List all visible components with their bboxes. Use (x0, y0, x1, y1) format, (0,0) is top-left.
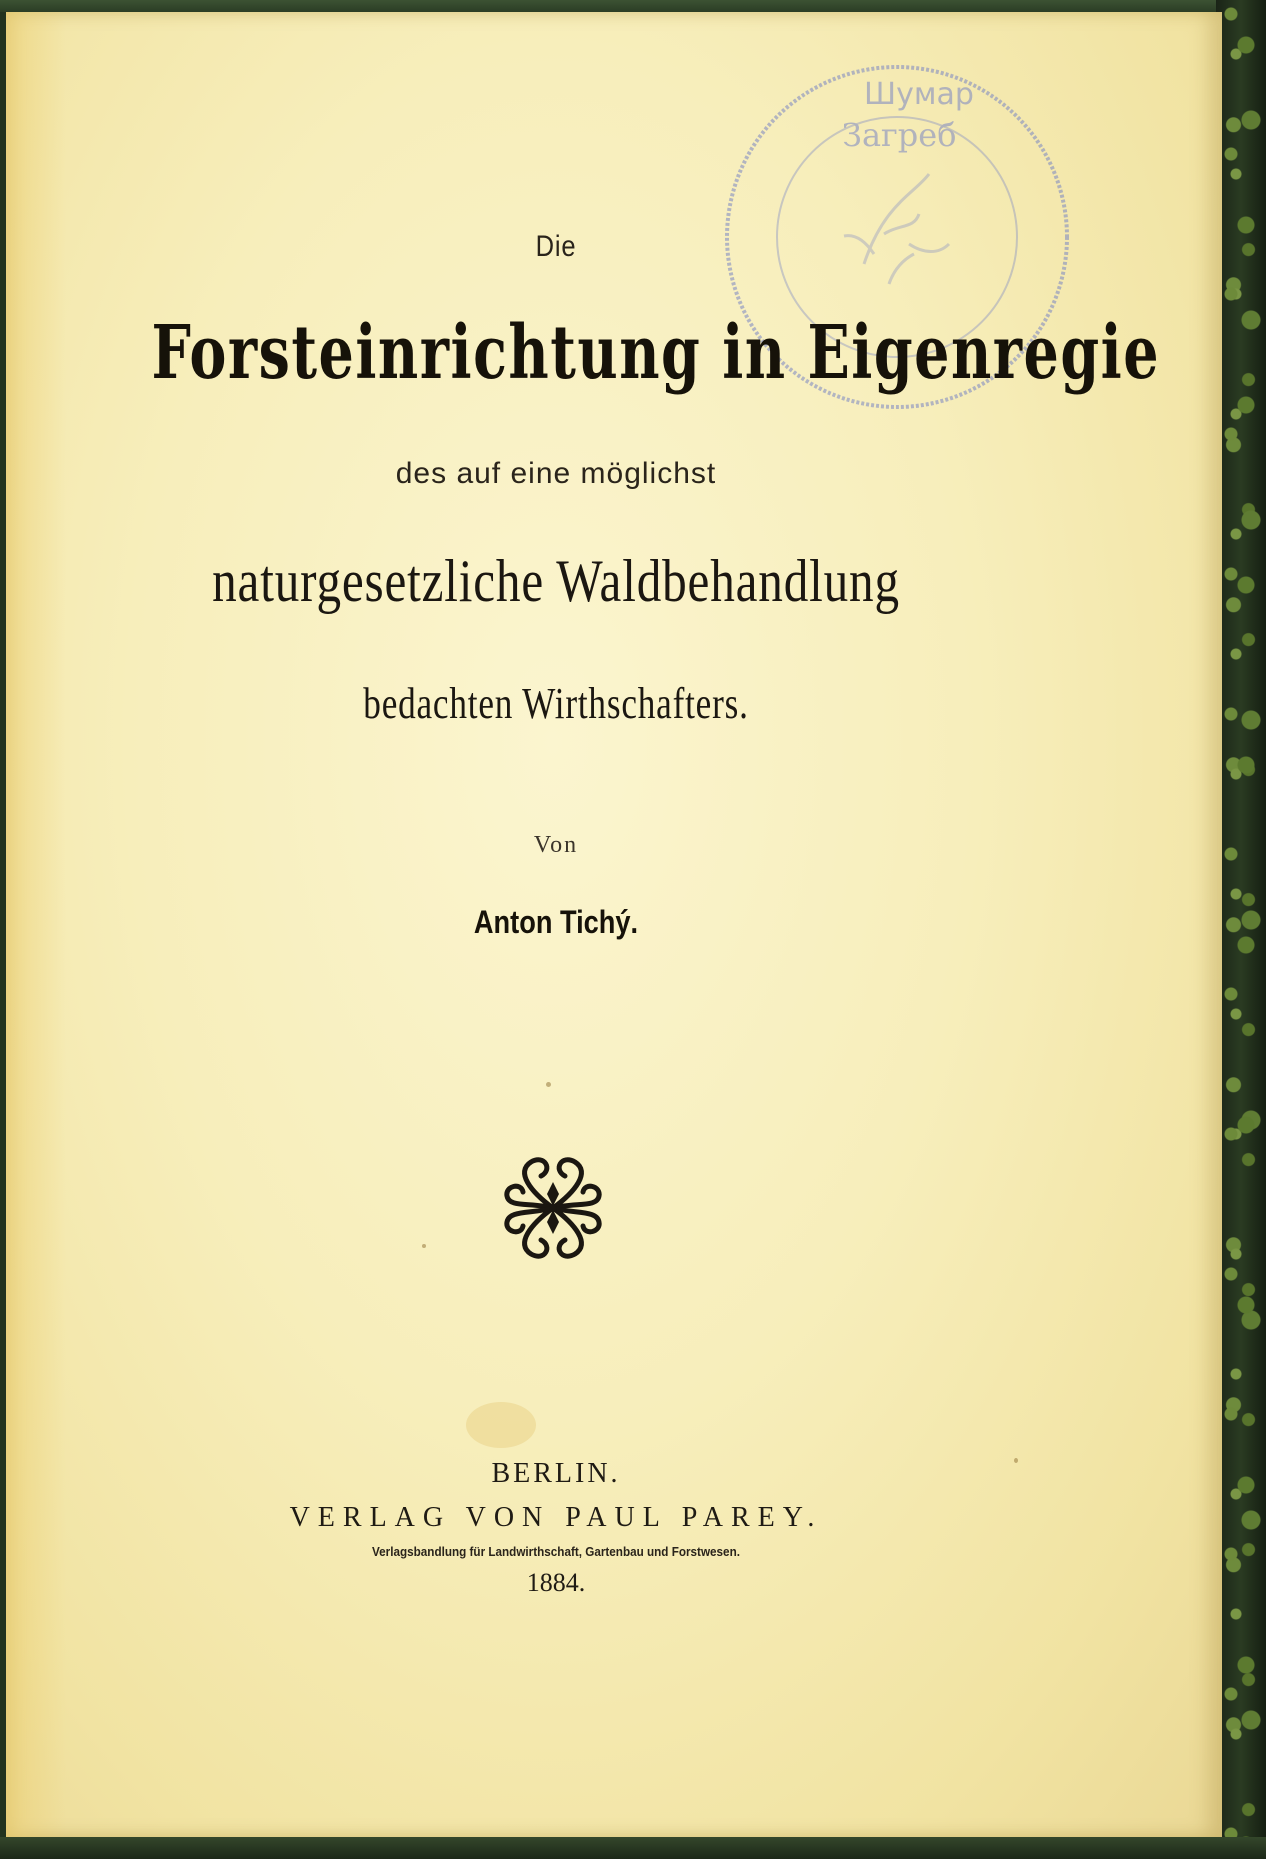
cover-edge-bottom (0, 1837, 1266, 1859)
cover-edge-top (0, 0, 1266, 12)
imprint-year: 1884. (526, 1568, 586, 1597)
pre-title: Die (535, 230, 577, 263)
paper-speck (546, 1082, 551, 1087)
imprint-publisher-description: Verlagsbandlung für Landwirthschaft, Gartenbau und Forstwesen. (372, 1544, 740, 1559)
subtitle-line-3: bedachten Wirthschafters. (363, 679, 749, 728)
imprint-city: BERLIN. (491, 1458, 621, 1489)
subtitle-line-1: des auf eine möglichst (395, 457, 717, 490)
title-page (6, 12, 1222, 1837)
stamp-text-second: Загреб (842, 116, 957, 154)
fleuron-ornament-icon (501, 1152, 605, 1264)
by-label: Von (533, 832, 579, 858)
main-title: Forsteinrichtung in Eigenregie (151, 310, 1161, 396)
paper-speck (422, 1244, 426, 1248)
imprint-publisher: VERLAG VON PAUL PAREY. (289, 1502, 823, 1533)
stamp-text-top: Шумар (864, 77, 974, 112)
author-name: Anton Tichý. (473, 904, 639, 940)
subtitle-line-2: naturgesetzliche Waldbehandlung (212, 548, 900, 614)
paper-stain (466, 1402, 536, 1448)
paper-speck (1014, 1458, 1018, 1463)
marbled-cover-edge (1216, 0, 1266, 1859)
